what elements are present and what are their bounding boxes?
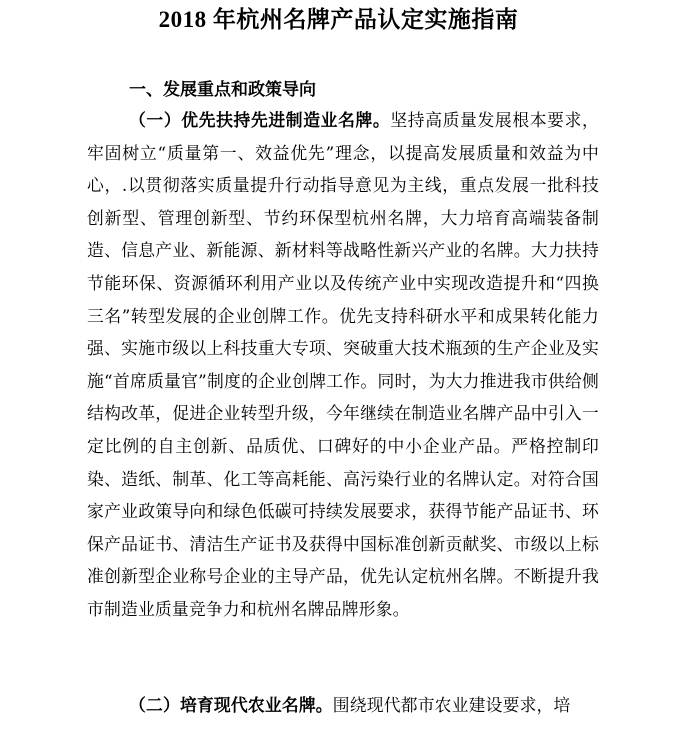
paragraph-body: 坚持高质量发展根本要求，牢固树立“质量第一、效益优先”理念，以提高发展质量和效益为中心，.以贯彻落实质量提升行动指导意见为主线，重点发展一批科技创新型、管理创新型、节约环保型杭州名牌，大力培育高端装备制造、信息产业、新能源、新材料等战略性新兴产业的名牌。大力扶持节能环保、资源循环利用产业以及传统产业中实现改造提升和“四换三名”转型发展的企业创牌工作。优先支持科研水平和成果转化能力强、实施市级以上科技重大专项、突破重大技术瓶颈的生产企业及实施“首席质量官”制度的企业创牌工作。同时，为大力推进我市供给侧结构改革，促进企业转型升级，今年继续在制造业名牌产品中引入一定比例的自主创新、品质优、口碑好的中小企业产品。严格控制印染、造纸、制革、化工等高耗能、高污染行业的名牌认定。对符合国家产业政策导向和绿色低碳可持续发展要求，获得节能产品证书、环保产品证书、清洁生产证书及获得中国标准创新贡献奖、市级以上标准创新型企业称号企业的主导产品，优先认定杭州名牌。不断提升我市制造业质量竞争力和杭州名牌品牌形象。 (87, 110, 599, 619)
paragraph-body: 围绕现代都市农业建设要求，培 (332, 695, 571, 715)
paragraph-modern-agriculture (87, 689, 599, 729)
section-heading: 一、发展重点和政策导向 (129, 80, 316, 100)
paragraph-lead: （一）优先扶持先进制造业名牌。 (129, 110, 391, 130)
document-title: 2018 年杭州名牌产品认定实施指南 (158, 7, 519, 32)
paragraph-advanced-manufacturing (87, 104, 599, 626)
paragraph-lead: （二）培育现代农业名牌。 (129, 695, 333, 715)
